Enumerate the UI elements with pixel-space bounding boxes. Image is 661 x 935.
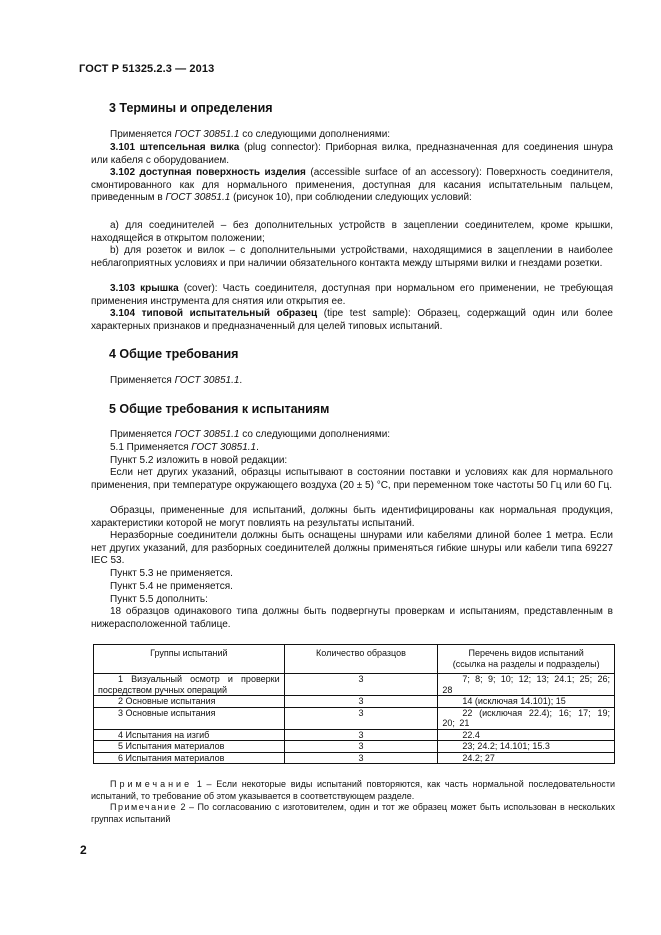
table-row (94, 729, 615, 741)
section-5-title: 5 Общие требования к испытаниям (109, 402, 330, 416)
paragraph-samples: Образцы, примененные для испытаний, должны быть идентифицированы как нормальная продукция, характеристики которой не могут повлиять на результаты испытаний. (91, 505, 613, 529)
cell-group: 1 Визуальный осмотр и проверки посредством ручных операций (94, 674, 285, 696)
table-row (94, 752, 615, 764)
clause-5-4: Пункт 5.4 не применяется. (110, 581, 233, 592)
list-item-a: а) для соединителей – без дополнительных устройств в зацеплении соединителем, кроме крышки, находящейся в открытом положении; (91, 220, 613, 244)
paragraph-conditions: Если нет других указаний, образцы испытывают в состоянии поставки и условиях как для нормального применения, при температуре окружающего воздуха (20 ± 5) °С, при переменном токе частоты 50 Гц или 60 Гц. (91, 467, 613, 491)
cell-list: 22.4 (438, 729, 615, 741)
cell-group: 5 Испытания материалов (94, 741, 285, 753)
clause-5-3: Пункт 5.3 не применяется. (110, 568, 233, 579)
section-3-title: 3 Термины и определения (109, 101, 273, 115)
list-item-b: b) для розеток и вилок – с дополнительными устройствами, находящимися в зацеплении в наиболее неблагоприятных условиях и при наличии обязательного контакта между штырями вилки и гнездами розетки. (91, 245, 613, 269)
cell-count: 3 (284, 707, 438, 729)
clause-5-5: Пункт 5.5 дополнить: (110, 594, 208, 605)
definition-3-104: 3.104 типовой испытательный образец (tipe test sample): Образец, содержащий один или более характерных признаков и предназначенный для целей типовых испытаний. (91, 308, 613, 332)
section-5-intro: Применяется ГОСТ 30851.1 со следующими дополнениями: (110, 429, 391, 440)
cell-count: 3 (284, 752, 438, 764)
document-header: ГОСТ Р 51325.2.3 — 2013 (79, 63, 215, 75)
paragraph-cords: Неразборные соединители должны быть оснащены шнурами или кабелями длиной более 1 метра. Если нет других указаний, для разборных соединителей должны применяться гибкие шнуры или кабели типа 69227 IEC 53. (91, 530, 613, 567)
paragraph-18-samples: 18 образцов одинакового типа должны быть подвергнуты проверкам и испытаниям, представленным в нижерасположенной таблице. (91, 606, 613, 630)
header-groups: Группы испытаний (94, 645, 285, 674)
cell-count: 3 (284, 729, 438, 741)
cell-list: 23; 24.2; 14.101; 15.3 (438, 741, 615, 753)
cell-group: 2 Основные испытания (94, 696, 285, 708)
test-groups-table (93, 644, 615, 764)
cell-list: 22 (исключая 22.4); 16; 17; 19; 20; 21 (438, 707, 615, 729)
definition-3-102: 3.102 доступная поверхность изделия (accessible surface of an accessory): Поверхность соединителя, смонтированного как для нормального применения, доступная для касания испытательным пальцем, приведенным в ГОСТ 30851.1 (рисунок 10), при соблюдении следующих условий: (91, 167, 613, 204)
table-row (94, 696, 615, 708)
note-2: Примечание 2 – По согласованию с изготовителем, один и тот же образец может быть использован в нескольких группах испытаний (91, 802, 615, 824)
cell-group: 4 Испытания на изгиб (94, 729, 285, 741)
definition-3-101: 3.101 штепсельная вилка (plug connector): Приборная вилка, предназначенная для соединения шнура или кабеля с оборудованием. (91, 142, 613, 166)
section-4-text: Применяется ГОСТ 30851.1. (110, 375, 243, 386)
cell-list: 14 (исключая 14.101); 15 (438, 696, 615, 708)
cell-list: 24.2; 27 (438, 752, 615, 764)
definition-3-103: 3.103 крышка (cover): Часть соединителя, доступная при нормальном его применении, не требующая применения инструмента для снятия или открытия ее. (91, 283, 614, 307)
cell-count: 3 (284, 741, 438, 753)
cell-count: 3 (284, 696, 438, 708)
section-4-title: 4 Общие требования (109, 347, 239, 361)
page-number: 2 (80, 843, 87, 857)
cell-group: 3 Основные испытания (94, 707, 285, 729)
section-3-intro: Применяется ГОСТ 30851.1 со следующими дополнениями: (110, 129, 391, 140)
cell-list: 7; 8; 9; 10; 12; 13; 24.1; 25; 26; 28 (438, 674, 615, 696)
header-list: Перечень видов испытаний (ссылка на разделы и подразделы) (438, 645, 615, 674)
cell-group: 6 Испытания материалов (94, 752, 285, 764)
clause-5-2: Пункт 5.2 изложить в новой редакции: (110, 455, 288, 466)
table-header-row (94, 645, 615, 674)
table-row (94, 707, 615, 729)
note-1: Примечание 1 – Если некоторые виды испытаний повторяются, как часть нормальной последовательности испытаний, то требование об этом указывается в соответствующем разделе. (91, 779, 615, 801)
clause-5-1: 5.1 Применяется ГОСТ 30851.1. (110, 442, 259, 453)
table-row (94, 674, 615, 696)
header-count: Количество образцов (284, 645, 438, 674)
table-row (94, 741, 615, 753)
cell-count: 3 (284, 674, 438, 696)
